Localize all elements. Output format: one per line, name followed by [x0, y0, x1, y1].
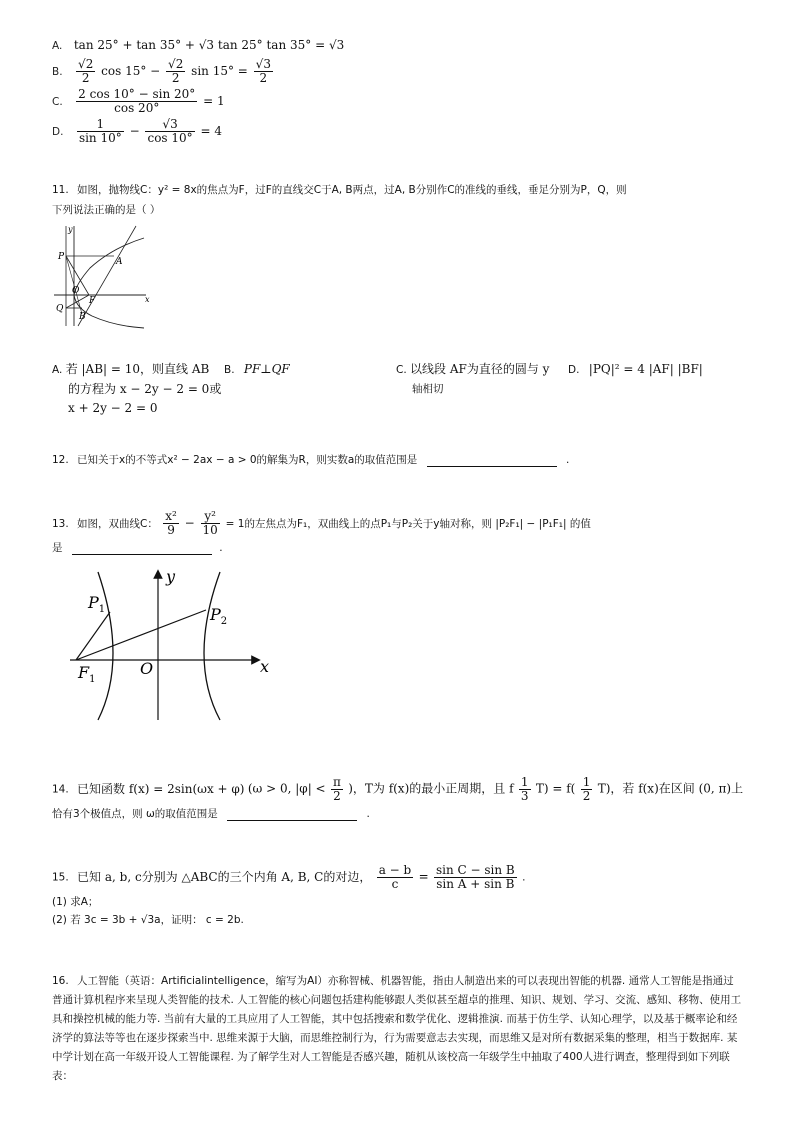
q15-stem [52, 864, 525, 891]
label-o: O [140, 659, 154, 678]
term: )，T为 f(x)的最小正周期，且 f [348, 781, 514, 796]
label-p1: $P_1$ [88, 593, 106, 615]
fraction: $\frac{1}{\sin 10^\circ}$ [78, 117, 122, 145]
q11-stem-line1 [52, 182, 627, 197]
end-punct: . [366, 808, 370, 820]
label-y: y [166, 567, 176, 586]
term: = 1 [203, 94, 225, 108]
q10-option-d [52, 118, 222, 145]
option-text: 的方程为 x − 2y − 2 = 0或 [68, 382, 222, 396]
fraction: $\frac{√3}{\cos 10^\circ}$ [147, 117, 193, 145]
option-text: 轴相切 [412, 383, 444, 395]
label-o: O [72, 286, 80, 296]
label-b: B [79, 312, 86, 322]
term: − [129, 124, 140, 138]
term: T)，若 f(x)在区间 (0, π)上 [597, 781, 744, 796]
hyperbola-right-branch [204, 572, 220, 720]
fraction: $\frac{1}{2}$ [582, 775, 591, 803]
term: − [184, 516, 195, 530]
q11-option-b [224, 360, 290, 380]
q11-parabola-figure [52, 222, 162, 330]
option-text: 以线段 AF为直径的圆与 y [410, 362, 550, 376]
term: = [418, 869, 429, 884]
chord-ab [78, 226, 136, 326]
question-number: 15. [52, 871, 69, 884]
q13-hyperbola-figure [70, 566, 280, 724]
fraction: $\frac{\text{y²}}{10}$ [202, 509, 218, 537]
fraction: $\frac{1}{3}$ [520, 775, 529, 803]
q14-stem-line1 [52, 776, 743, 803]
q11-option-a [52, 360, 221, 418]
q15-part2: (2) 若 3c = 3b + √3a，证明： c = 2b. [52, 914, 244, 926]
answer-blank[interactable] [427, 454, 557, 467]
option-label: A. [52, 364, 63, 376]
label-y: y [68, 225, 73, 234]
question-number: 16. [52, 975, 69, 987]
option-text: PF⊥QF [243, 362, 290, 376]
end-punct: . [219, 542, 223, 554]
label-a: A [116, 257, 123, 267]
label-q: Q [56, 304, 64, 314]
question-text: 如图，抛物线C：y² = 8x的焦点为F，过F的直线交C于A, B两点，过A, B分别作C的准线的垂线，垂足分别为P，Q，则 [77, 184, 627, 196]
question-text: 人工智能（英语：Artificialintelligence，缩写为AI）亦称智械、机器智能，指由人制造出来的可以表现出智能的机器. 通常人工智能是指通过普通计算机程序来呈现人类智能的技术. 人工智能的核心问题包括建构能够跟人类似甚至超卓的推理、知识、规划、学习、交流、感知、移物、使用工具和操控机械的能力等. 当前有大量的工具应用了人工智能，其中包括搜索和数学优化、逻辑推演. 而基于仿生学、认知心理学，以及基于概率论和经济学的算法等等也在逐步探索当中. 思维来源于大脑，而思维控制行为，行为需要意志去实现，而思维又是对所有数据采集的整理，相当于数据库. 某中学计划在高一年级开设人工智能课程. 为了解学生对人工智能是否感兴趣，随机从该校高一年级学生中抽取了400人进行调查，整理得到如下列联表： [52, 975, 742, 1082]
term: = 4 [200, 124, 222, 138]
term: (ω > 0, |φ| < [247, 781, 326, 796]
q13-stem-line1 [52, 510, 591, 537]
label-f1: $F_1$ [78, 663, 96, 685]
question-text: = 1的左焦点为F₁，双曲线上的点P₁与P₂关于y轴对称，则 |P₂F₁| − |P₁F₁| 的值 [225, 518, 591, 530]
label-p2: $P_2$ [210, 605, 228, 627]
end-punct: . [565, 454, 570, 466]
q10-option-c [52, 88, 225, 115]
option-text: 若 |AB| = 10，则直线 AB [65, 362, 210, 376]
segment-f1p1 [76, 612, 110, 660]
question-text: 已知函数 f(x) = 2sin(ωx + φ) [77, 781, 245, 796]
question-text: 如图，双曲线C： [77, 518, 158, 530]
fraction: $\frac{2 \cos 10^\circ - \sin 20^\circ}{\cos 20^\circ}$ [78, 87, 196, 115]
question-number: 12. [52, 454, 69, 466]
segment-f1p2 [76, 610, 206, 660]
fraction: $\frac{√2}{2}$ [168, 57, 184, 85]
option-label: B. [52, 66, 63, 78]
label-x: x [260, 657, 270, 676]
q12-stem [52, 452, 569, 467]
question-text: 恰有3个极值点，则 ω的取值范围是 [52, 808, 218, 820]
question-number: 11. [52, 184, 69, 196]
fraction: $\frac{√2}{2}$ [78, 57, 94, 85]
q15-part1: (1) 求A； [52, 896, 99, 908]
label-x: x [145, 295, 150, 304]
fraction: $\frac{\text{sin C − sin B}}{\text{sin A + sin B}}$ [435, 863, 515, 891]
option-label: C. [52, 96, 63, 108]
answer-blank[interactable] [72, 542, 212, 555]
q11-option-d [568, 360, 703, 380]
q16-paragraph [52, 972, 742, 1086]
end-punct: . [522, 871, 526, 884]
option-label: A. [52, 40, 63, 52]
option-text: |PQ|² = 4 |AF| |BF| [588, 362, 703, 376]
fraction: $\frac{a - b}{c}$ [378, 863, 412, 891]
question-text: 已知关于x的不等式x² − 2ax − a > 0的解集为R，则实数a的取值范围是 [77, 454, 418, 466]
term: cos 15° − [101, 64, 161, 78]
option-label: B. [224, 364, 235, 376]
q10-option-a [52, 38, 344, 52]
option-label: C. [396, 364, 407, 376]
q10-option-b [52, 58, 275, 85]
fraction: $\frac{\text{x²}}{9}$ [165, 509, 177, 537]
label-f: F [89, 296, 96, 306]
label-p: P [58, 252, 65, 262]
option-label: D. [52, 126, 64, 138]
fraction: $\frac{√3}{2}$ [255, 57, 271, 85]
question-text: 是 [52, 542, 63, 554]
q14-stem-line2 [52, 806, 370, 821]
term: T) = f( [535, 781, 576, 796]
question-text: 已知 a, b, c分别为 △ABC的三个内角 A, B, C的对边， [77, 869, 372, 884]
question-number: 13. [52, 518, 69, 530]
option-expression: tan 25° + tan 35° + √3 tan 25° tan 35° = √3 [73, 38, 345, 52]
q13-stem-line2 [52, 540, 223, 555]
q11-stem-line2: 下列说法正确的是（ ） [52, 204, 161, 216]
question-number: 14. [52, 783, 69, 796]
fraction: $\frac{\pi}{2}$ [332, 775, 341, 803]
answer-blank[interactable] [227, 808, 357, 821]
option-label: D. [568, 364, 580, 376]
term: sin 15° = [191, 64, 248, 78]
q11-option-c [396, 360, 549, 399]
option-text: x + 2y − 2 = 0 [68, 401, 158, 415]
